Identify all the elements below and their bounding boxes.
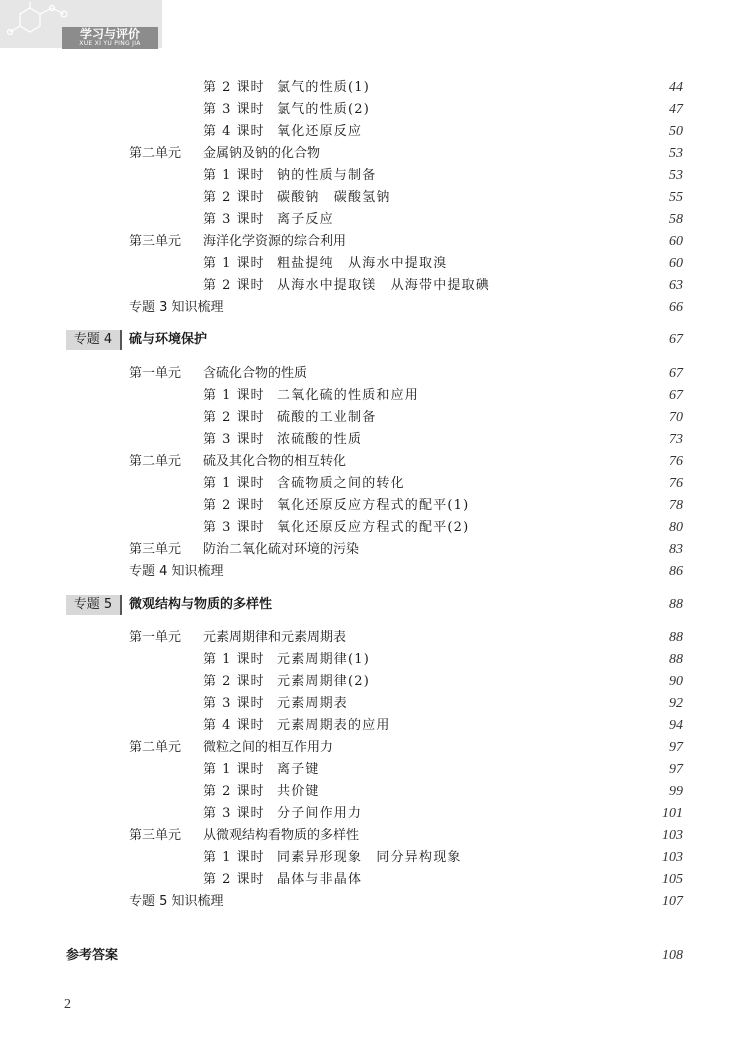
entry-title: 金属钠及钠的化合物	[203, 146, 321, 161]
header-tab	[62, 27, 158, 49]
entry-label: 第 1 课时	[203, 388, 265, 403]
entry-title: 硫及其化合物的相互转化	[203, 454, 347, 469]
entry-page-number: 53	[669, 168, 683, 183]
entry-title: 硫与环境保护	[129, 332, 208, 347]
entry-title: 含硫物质之间的转化	[277, 476, 405, 491]
entry-title: 分子间作用力	[277, 806, 363, 821]
entry-page-number: 78	[669, 498, 683, 513]
entry-page-number: 88	[669, 597, 683, 612]
entry-page-number: 80	[669, 520, 683, 535]
entry-title: 氧化还原反应方程式的配平(2)	[277, 520, 470, 535]
entry-label: 第三单元	[129, 542, 182, 557]
entry-label: 第 2 课时	[203, 674, 265, 689]
toc-entry-lesson	[0, 121, 750, 143]
toc-entry-topic	[0, 594, 750, 616]
toc-entry-lesson	[0, 407, 750, 429]
toc-entry-lesson	[0, 869, 750, 891]
toc-entry-lesson	[0, 429, 750, 451]
toc-entry-lesson	[0, 275, 750, 297]
entry-page-number: 47	[669, 102, 683, 117]
entry-page-number: 60	[669, 234, 683, 249]
entry-title: 共价键	[277, 784, 320, 799]
entry-page-number: 99	[669, 784, 683, 799]
entry-label: 专题 3 知识梳理	[129, 300, 224, 315]
topic-label-box: 专题 5	[66, 595, 122, 615]
entry-label: 第 3 课时	[203, 806, 265, 821]
entry-title: 二氧化硫的性质和应用	[277, 388, 420, 403]
toc-entry-lesson	[0, 385, 750, 407]
toc-entry-lesson	[0, 847, 750, 869]
entry-page-number: 58	[669, 212, 683, 227]
entry-label: 第一单元	[129, 630, 182, 645]
toc-entry-review	[0, 891, 750, 913]
entry-label: 第三单元	[129, 234, 182, 249]
entry-page-number: 97	[669, 740, 683, 755]
entry-title: 氯气的性质(1)	[277, 80, 371, 95]
entry-label: 第 2 课时	[203, 80, 265, 95]
entry-title: 元素周期律(1)	[277, 652, 371, 667]
entry-page-number: 66	[669, 300, 683, 315]
entry-title: 氧化还原反应方程式的配平(1)	[277, 498, 470, 513]
toc-entry-lesson	[0, 759, 750, 781]
entry-label: 第三单元	[129, 828, 182, 843]
entry-label: 第 1 课时	[203, 476, 265, 491]
entry-page-number: 88	[669, 652, 683, 667]
entry-label: 第 2 课时	[203, 410, 265, 425]
entry-label: 第一单元	[129, 366, 182, 381]
toc-entry-lesson	[0, 253, 750, 275]
entry-title: 碳酸钠 碳酸氢钠	[277, 190, 391, 205]
entry-title: 元素周期表	[277, 696, 349, 711]
toc-entry-lesson	[0, 165, 750, 187]
entry-label: 第 2 课时	[203, 278, 265, 293]
toc-entry-unit	[0, 231, 750, 253]
entry-label: 第 2 课时	[203, 872, 265, 887]
page-number: 2	[64, 997, 71, 1012]
toc-entry-unit	[0, 539, 750, 561]
entry-label: 第 4 课时	[203, 718, 265, 733]
entry-title: 海洋化学资源的综合利用	[203, 234, 347, 249]
entry-label: 第 1 课时	[203, 850, 265, 865]
entry-page-number: 53	[669, 146, 683, 161]
entry-title: 元素周期律(2)	[277, 674, 371, 689]
toc-entry-lesson	[0, 77, 750, 99]
toc-entry-answers	[0, 945, 750, 967]
entry-title: 晶体与非晶体	[277, 872, 363, 887]
entry-title: 从微观结构看物质的多样性	[203, 828, 360, 843]
entry-page-number: 76	[669, 454, 683, 469]
entry-page-number: 103	[662, 850, 683, 865]
entry-page-number: 70	[669, 410, 683, 425]
entry-page-number: 101	[662, 806, 683, 821]
toc-entry-unit	[0, 627, 750, 649]
entry-label: 参考答案	[66, 948, 119, 963]
entry-page-number: 92	[669, 696, 683, 711]
entry-title: 粗盐提纯 从海水中提取溴	[277, 256, 448, 271]
entry-page-number: 94	[669, 718, 683, 733]
entry-label: 第 1 课时	[203, 652, 265, 667]
entry-title: 浓硫酸的性质	[277, 432, 363, 447]
entry-label: 第 2 课时	[203, 190, 265, 205]
entry-page-number: 63	[669, 278, 683, 293]
entry-page-number: 67	[669, 332, 683, 347]
entry-title: 微观结构与物质的多样性	[129, 597, 273, 612]
entry-label: 第二单元	[129, 454, 182, 469]
toc-entry-lesson	[0, 99, 750, 121]
header-title: 学习与评价	[79, 27, 140, 41]
entry-label: 第 3 课时	[203, 432, 265, 447]
toc-entry-topic	[0, 329, 750, 351]
entry-title: 元素周期律和元素周期表	[203, 630, 347, 645]
entry-label: 第 3 课时	[203, 102, 265, 117]
entry-label: 第 2 课时	[203, 498, 265, 513]
entry-page-number: 105	[662, 872, 683, 887]
entry-label: 第 1 课时	[203, 762, 265, 777]
toc-entry-lesson	[0, 495, 750, 517]
entry-label: 第 4 课时	[203, 124, 265, 139]
entry-title: 硫酸的工业制备	[277, 410, 377, 425]
entry-page-number: 90	[669, 674, 683, 689]
entry-page-number: 50	[669, 124, 683, 139]
entry-title: 钠的性质与制备	[277, 168, 377, 183]
toc-entry-unit	[0, 451, 750, 473]
entry-title: 微粒之间的相互作用力	[203, 740, 334, 755]
entry-page-number: 86	[669, 564, 683, 579]
toc-entry-review	[0, 297, 750, 319]
entry-page-number: 73	[669, 432, 683, 447]
entry-page-number: 67	[669, 388, 683, 403]
entry-title: 含硫化合物的性质	[203, 366, 308, 381]
toc-entry-lesson	[0, 715, 750, 737]
entry-page-number: 55	[669, 190, 683, 205]
entry-page-number: 44	[669, 80, 683, 95]
toc-entry-lesson	[0, 473, 750, 495]
toc-entry-unit	[0, 363, 750, 385]
entry-title: 氯气的性质(2)	[277, 102, 371, 117]
entry-page-number: 76	[669, 476, 683, 491]
entry-page-number: 107	[662, 894, 683, 909]
entry-page-number: 83	[669, 542, 683, 557]
toc-entry-lesson	[0, 781, 750, 803]
toc-entry-lesson	[0, 649, 750, 671]
entry-label: 第 3 课时	[203, 212, 265, 227]
toc-entry-lesson	[0, 517, 750, 539]
entry-label: 第 1 课时	[203, 168, 265, 183]
header-subtitle: XUE XI YU PING JIA	[79, 40, 141, 47]
toc-entry-unit	[0, 737, 750, 759]
entry-label: 专题 4 知识梳理	[129, 564, 224, 579]
toc-entry-lesson	[0, 803, 750, 825]
entry-label: 第二单元	[129, 740, 182, 755]
entry-page-number: 67	[669, 366, 683, 381]
entry-label: 第 1 课时	[203, 256, 265, 271]
entry-title: 离子键	[277, 762, 320, 777]
entry-title: 从海水中提取镁 从海带中提取碘	[277, 278, 491, 293]
entry-title: 防治二氧化硫对环境的污染	[203, 542, 360, 557]
entry-title: 同素异形现象 同分异构现象	[277, 850, 462, 865]
entry-page-number: 88	[669, 630, 683, 645]
entry-title: 氧化还原反应	[277, 124, 363, 139]
entry-page-number: 97	[669, 762, 683, 777]
entry-title: 离子反应	[277, 212, 334, 227]
entry-label: 第 2 课时	[203, 784, 265, 799]
entry-label: 第二单元	[129, 146, 182, 161]
toc-entry-lesson	[0, 693, 750, 715]
entry-label: 第 3 课时	[203, 520, 265, 535]
toc-entry-unit	[0, 143, 750, 165]
entry-label: 第 3 课时	[203, 696, 265, 711]
toc-entry-lesson	[0, 187, 750, 209]
entry-label: 专题 5 知识梳理	[129, 894, 224, 909]
topic-label-box: 专题 4	[66, 330, 122, 350]
toc-entry-lesson	[0, 671, 750, 693]
toc-entry-lesson	[0, 209, 750, 231]
running-header	[0, 0, 170, 50]
entry-page-number: 103	[662, 828, 683, 843]
toc-entry-unit	[0, 825, 750, 847]
entry-page-number: 108	[662, 948, 683, 963]
toc-entry-review	[0, 561, 750, 583]
entry-page-number: 60	[669, 256, 683, 271]
entry-title: 元素周期表的应用	[277, 718, 391, 733]
